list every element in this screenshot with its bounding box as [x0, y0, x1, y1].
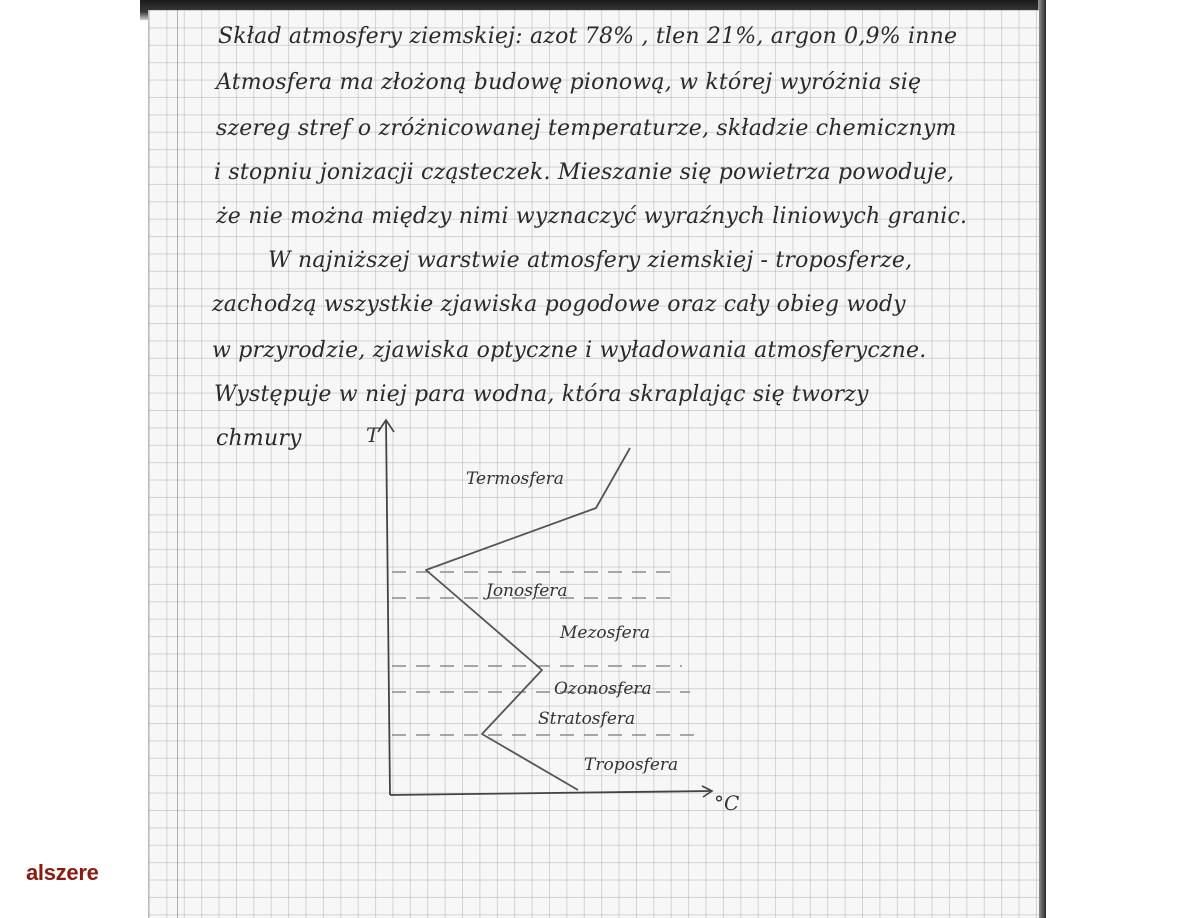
note-line-2: Atmosfera ma złożoną budowę pionową, w której wyróżnia się: [216, 70, 922, 95]
y-axis-label: T: [366, 423, 380, 447]
layer-label-ozonosfera: Ozonosfera: [554, 679, 652, 699]
x-axis: [390, 791, 712, 795]
temperature-profile-line: [426, 448, 630, 790]
note-line-9: Występuje w niej para wodna, która skraplając się tworzy: [214, 382, 869, 407]
note-line-7: zachodzą wszystkie zjawiska pogodowe oraz cały obieg wody: [212, 292, 906, 317]
layer-label-jonosfera: Jonosfera: [486, 581, 568, 601]
x-axis-label: °C: [714, 791, 740, 815]
layer-label-stratosfera: Stratosfera: [538, 709, 636, 729]
note-line-1: Skład atmosfery ziemskiej: azot 78% , tlen 21%, argon 0,9% inne: [218, 24, 958, 49]
watermark-logo: alszere: [26, 860, 99, 885]
layer-label-mezosfera: Mezosfera: [560, 623, 650, 643]
note-line-4: i stopniu jonizacji cząsteczek. Mieszanie się powietrza powoduje,: [214, 160, 955, 185]
note-line-10: chmury: [216, 426, 302, 451]
note-line-5: że nie można między nimi wyznaczyć wyraźnych liniowych granic.: [216, 204, 968, 229]
note-line-6: W najniższej warstwie atmosfery ziemskiej - troposferze,: [268, 248, 913, 273]
y-axis: [386, 420, 390, 795]
note-line-3: szereg stref o zróżnicowanej temperaturze, składzie chemicznym: [216, 116, 957, 141]
note-line-8: w przyrodzie, zjawiska optyczne i wyładowania atmosferyczne.: [212, 338, 927, 363]
layer-label-troposfera: Troposfera: [584, 755, 679, 775]
layer-label-termosfera: Termosfera: [466, 469, 564, 489]
